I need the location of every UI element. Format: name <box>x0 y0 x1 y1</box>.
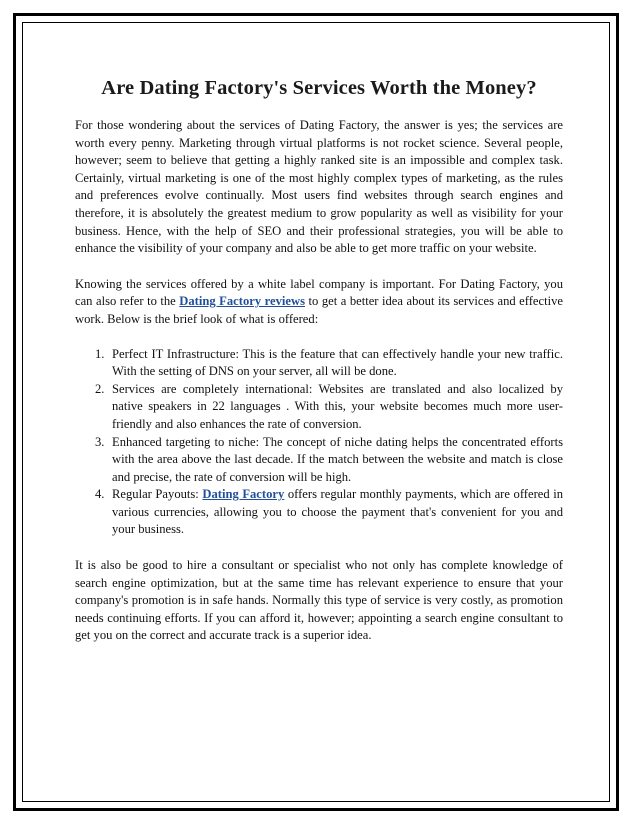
document-body <box>75 74 563 645</box>
page-title: Are Dating Factory's Services Worth the Money? <box>101 77 537 99</box>
list-item <box>75 346 563 381</box>
intro-paragraph: For those wondering about the services of Dating Factory, the answer is yes; the services are worth every penny. Marketing through virtual platforms is not rocket science. Several people, however; seem to believe that getting a highly ranked site is an impossible and complex task. Certainly, virtual marketing is one of the most highly complex types of marketing, as the rules and preferences evolve continually. Most users find websites through search engines and therefore, it is absolutely the greatest medium to grow popularity as well as visibility for your business. Hence, with the help of SEO and their professional strategies, you will be able to enhance the visibility of your company and also be able to get more traffic on your website. <box>75 118 563 256</box>
list-number: 1. <box>95 346 105 361</box>
list-item-text-start: Regular Payouts: <box>112 487 203 502</box>
dating-factory-reviews-link[interactable]: Dating Factory reviews <box>179 294 305 309</box>
dating-factory-link[interactable]: Dating Factory <box>202 487 285 502</box>
list-item <box>75 486 563 539</box>
services-paragraph-text-end: to get a better idea about its services and effective work. Below is the brief look of what is offered: <box>75 294 563 326</box>
list-item-text: Perfect IT Infrastructure: This is the feature that can effectively handle your new traffic. With the setting of DNS on your server, all will be done. <box>112 346 563 379</box>
list-item <box>75 434 563 487</box>
services-list <box>75 346 563 540</box>
list-item-text: Services are completely international: Websites are translated and also localized by native speakers in 22 languages . With this, your website becomes much more user-friendly and also enhances the rate of conversion. <box>112 381 563 431</box>
list-item <box>75 381 563 434</box>
list-number: 4. <box>95 487 105 502</box>
services-paragraph <box>75 276 563 329</box>
list-number: 3. <box>95 434 105 449</box>
list-item-text-end: offers regular monthly payments, which are offered in various currencies, allowing you to choose the payment that's convenient for you and your business. <box>112 487 563 537</box>
list-number: 2. <box>95 381 105 396</box>
closing-paragraph: It is also be good to hire a consultant or specialist who not only has complete knowledge of search engine optimization, but at the same time has relevant experience to ensure that your company's promotion is in safe hands. Normally this type of service is very costly, as promotion needs continuing efforts. If you can afford it, however; appointing a search engine consultant to get you on the correct and accurate track is a superior idea. <box>75 558 563 643</box>
list-item-text: Enhanced targeting to niche: The concept of niche dating helps the concentrated efforts with the area above the last decade. If the match between the website and match is close and precise, the rate of conversion will be high. <box>112 434 563 484</box>
services-paragraph-text-start: Knowing the services offered by a white label company is important. For Dating Factory, you can also refer to the <box>75 276 563 309</box>
